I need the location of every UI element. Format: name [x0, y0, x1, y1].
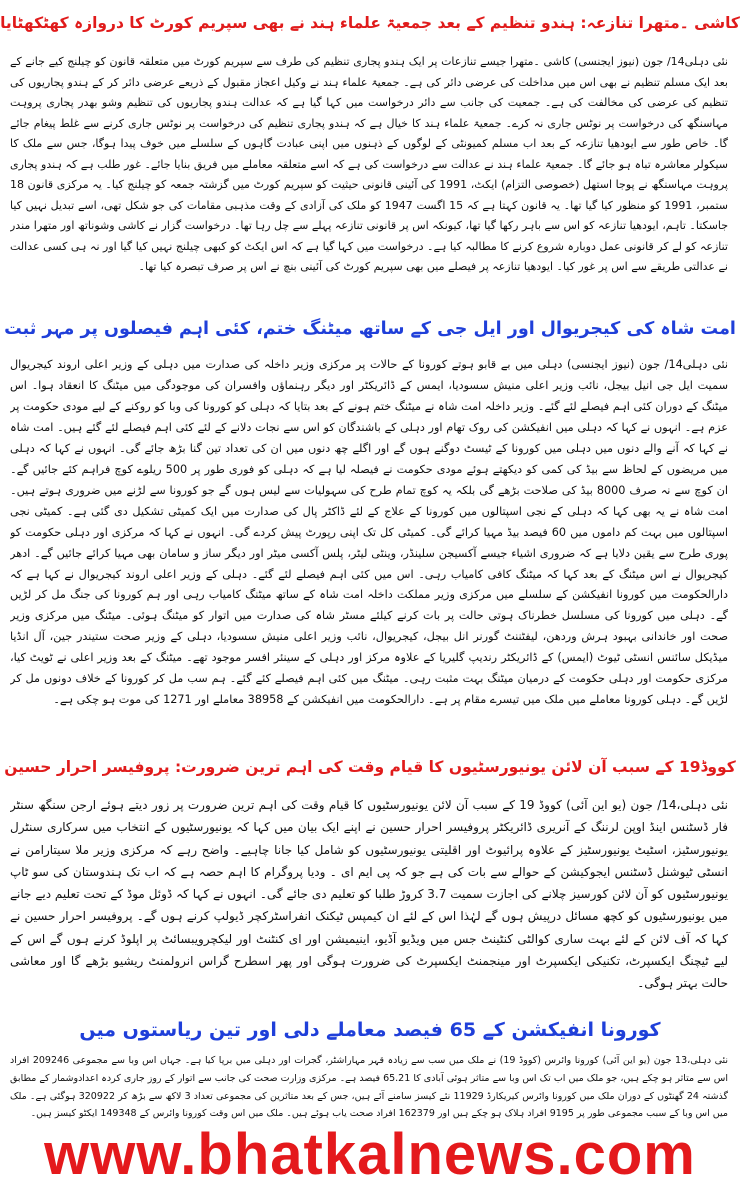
article-2-body: نئی دہلی14/ جون (نیوز ایجنسی) دہلی میں بے قابو ہوتے کورونا کے حالات پر مرکزی وزیر داخلہ کی صدارت میں دہلی کے وزیر اعلی اروند کیجریوال سمیت ایل جی انیل بیجل، نائب وزیر اعلی منیش سسودیا، ایمس کے ڈائریکٹر اور دیگر رہنماؤں وافسران کی موجودگی میں میٹنگ کا انعقاد ہوا۔ اس میٹنگ کے دوران کئی اہم فیصلے لئے گئے۔ وزیر داخلہ امت شاہ نے میٹنگ ختم ہونے کے بعد بتایا کہ دہلی کو کورونا کی وبا کو روکنے کے لیے مودی حکومت پر عزم ہے۔ انہوں نے کہا کہ دہلی میں انفیکشن کی روک تھام اور دہلی کے باشندگان کو اس سے نجات دلانے کے لئے کئی اہم فیصلے لئے گئے ہیں۔ امت شاہ نے کہا کہ آنے والے دنوں میں دہلی میں کورونا کے ٹیسٹ دوگنے ہوں گے اور اگلے چھ دنوں میں ان کی تعداد تین گنا بڑھ جائے گی۔ انہوں نے کہا کہ دہلی میں مریضوں کے لحاظ سے بیڈ کی کمی کو دیکھتے ہوئے مودی حکومت نے فیصلہ لیا ہے کہ دہلی کو فوری طور پر 500 ریلوے کوچ فراہم کئے جائیں گے۔ ان کوچ سے نہ صرف 8000 بیڈ کی صلاحت بڑھے گی بلکہ یہ کوچ تمام طرح کی سہولیات سے لیس ہوں گے جو کورونا سے لڑنے میں ضروری ہوتے ہیں۔ امت شاہ نے یہ بھی کہا کہ دہلی کے نجی اسپتالوں میں کورونا کے علاج کے لئے ڈاکٹر پال کی صدارت میں ایک کمیٹی تشکیل دی گئی ہے۔ کمیٹی نجی اسپتالوں میں بہت کم داموں میں 60 فیصد بیڈ مہیا کرائے گی۔ کمیٹی کل تک اپنی رپورٹ پیش کردے گی۔ انہوں نے کہا کہ مرکزی اور دہلی حکومت کو پوری طرح سے یقین دلایا ہے کہ ضروری اشیاء جیسے آکسیجن سلینڈر، وینٹی لیٹر، پلس آکسی میٹر اور دیگر ساز و سامان بھی مہیا کرائے جائیں گے۔ ادھر کیجریوال نے اس میٹنگ کے بعد کہا کہ میٹنگ کافی کامیاب رہی۔ اس میں کئی اہم فیصلے لئے گئے۔ دہلی کے وزیر اعلی اروند کیجریوال نے کہا ہے کہ دارالحکومت میں کورونا انفیکشن کے سلسلے میں مرکزی وزیر مملکت داخلہ امت شاہ کے ساتھ میٹنگ کامیاب رہی اور ہم کورونا کی جنگ مل کر لڑیں گے۔ دہلی میں کورونا کی مسلسل خطرناک ہوتی حالت پر بات کرنے کیلئے مسٹر شاہ کی صدارت میں اتوار کو میٹنگ ہوئی۔ میٹنگ میں مرکزی وزیر صحت اور خاندانی بہبود ہرش وردھن، لیفٹننٹ گورنر انل بیجل، کیجریوال، نائب وزیر اعلی منیش سسودیا، دہلی کے وزیر صحت ستیندر جین، آل انڈیا میڈیکل سائنس انسٹی ٹیوٹ (ایمس) کے ڈائریکٹر رندیپ گلیریا کے علاوہ مرکز اور دہلی کے سینئر افسر موجود تھے۔ میٹنگ کے بعد وزیر اعلی نے ٹویٹ کیا، مرکزی حکومت اور دہلی حکومت کے درمیان میٹنگ بہت مثبت رہی۔ میٹنگ میں کئی اہم فیصلے کئے گئے۔ ہم سب مل کر کورونا کے خلاف دونوں مل کر لڑیں گے۔ دہلی کورونا معاملے میں ملک میں تیسرے مقام پر ہے۔ دارالحکومت میں انفیکشن کے 38958 معاملے اور 1271 کی موت ہو چکی ہے۔ — [10, 358, 728, 707]
article-3-headline: کووڈ19 کے سبب آن لائن یونیورسٹیوں کا قیام وقت کی اہم ترین ضرورت: پروفیسر احرار حسین — [4, 758, 736, 776]
article-4-headline: کورونا انفیکشن کے 65 فیصد معاملے دلی اور تین ریاستوں میں — [79, 1019, 661, 1041]
site-url-footer[interactable]: www.bhatkalnews.com — [44, 1122, 696, 1187]
article-4-body: نئی دہلی،13 جون (یو این آئی) کورونا وائرس (کووڈ 19) نے ملک میں سب سے زیادہ قہر مہاراشٹر، گجرات اور دہلی میں برپا کیا ہے۔ جہاں اس وبا سے مجموعی 209246 افراد اس سے متاثر ہو چکے ہیں، جو ملک میں اب تک اس وبا سے متاثر ہوئی آبادی کا 65.21 فیصد ہے۔ مرکزی وزارت صحت کی جانب سے اتوار کے روز جاری کردہ اعدادوشمار کے مطابق گذشتہ 24 گھنٹوں کے دوران ملک میں کورونا وائرس کیریکارڈ 11929 نئے کیسز سامنے آئے ہیں، جس کے بعد متاثرین کی مجموعی تعداد 3 لاکھ سے بڑھ کر 320922 ہوگئی ہے۔ ملک میں اس وبا کے سبب مجموعی طور پر 9195 افراد ہلاک ہو چکے ہیں اور 162379 افراد صحت یاب ہوئے ہیں۔ ملک میں اس وقت کورونا وائرس کے 149348 ایکٹو کیسز ہیں۔ — [10, 1055, 728, 1120]
article-1-headline: کاشی ۔متھرا تنازعہ: ہندو تنظیم کے بعد جمعیۃ علماء ہند نے بھی سپریم کورٹ کا دروازہ کھٹکھٹایا — [0, 14, 740, 32]
article-2-headline: امت شاہ کی کیجریوال اور ایل جی کے ساتھ میٹنگ ختم، کئی اہم فیصلوں پر مہر ثبت — [4, 319, 736, 339]
article-1-body: نئی دہلی14/ جون (نیوز ایجنسی) کاشی ۔متھرا جیسے تنازعات پر ایک ہندو پجاری تنظیم کی طرف سے سپریم کورٹ میں متعلقہ قانون کو چیلنج کیے جانے کے بعد ایک مسلم تنظیم نے بھی اس میں مداخلت کی عرضی دائر کی ہے۔ جمعیۃ علماء ہند نے وکیل اعجاز مقبول کے ذریعے عرضی دائر کر کے ہندو پجاریوں کی تنظیم کی عرضی کی مخالفت کی ہے۔ جمعیت کی جانب سے دائر درخواست میں کہا گیا ہے کہ عدالت ہندو پجاریوں کی تنظیم وشو بھدر پجاری پروہت مہاسنگھ کی درخواست پر نوٹس جاری نہ کرے۔ جمعیۃ علماء ہند کا خیال ہے کہ ہندو پجاری تنظیم کی درخواست پر نوٹس جاری کرنے سے غلط پیغام جائے گا۔ خاص طور سے ایودھیا تنازعہ کے بعد اب مسلم کمیونٹی کے لوگوں کے ذہنوں میں اپنی عبادت گاہوں کے سلسلے میں خوف پیدا ہوگا، جس سے ملک کا سیکولر معاشرہ تباہ ہو جائے گا۔ جمعیۃ علماء ہند نے عدالت سے درخواست کی ہے کہ اسے متعلقہ معاملے میں فریق بنایا جائے۔ غور طلب ہے کہ ہندو پجاری پروہت مہاسنگھ نے پوجا استھل (خصوصی التزام) ایکٹ، 1991 کی آئینی قانونی حیثیت کو سپریم کورٹ میں گزشتہ جمعہ کو چیلنج کیا۔ یہ مرکزی قانون 18 ستمبر، 1991 کو منظور کیا گیا تھا۔ یہ قانون کہتا ہے کہ 15 اگست 1947 کو ملک کی آزادی کے وقت مذہبی مقامات کی جو شکل تھی، اسے تبدیل نہیں کیا جاسکتا۔ تاہم، ایودھیا تنازعہ کو اس سے باہر رکھا گیا تھا، کیونکہ اس پر قانونی تنازعہ پہلے سے چل رہا تھا۔ درخواست گزار نے کاشی وشوناتھ اور متھرا مندر تنازعہ کو لے کر قانونی عمل دوبارہ شروع کرنے کا مطالبہ کیا ہے۔ درخواست میں کہا گیا ہے کہ اس ایکٹ کو کبھی چیلنج نہیں کیا گیا اور نہ ہی کسی عدالت نے عدالتی طریقے سے اس پر غور کیا۔ ایودھیا تنازعہ پر فیصلے میں بھی سپریم کورٹ کی آئینی بنچ نے اس پر صرف تبصرہ کیا تھا۔ — [10, 55, 728, 273]
article-3-body: نئی دہلی،14/ جون (یو این آئی) کووڈ 19 کے سبب آن لائن یونیورسٹیوں کا قیام وقت کی اہم ترین ضرورت پر زور دیتے ہوئے ارجن سنگھ سنٹر فار ڈسٹنس اینڈ اوپن لرننگ کے آنریری ڈائریکٹر پروفیسر احرار حسین نے اپنے ایک بیان میں کہا کہ یونیورسٹیوں کے انتخاب میں سرکاری سنٹرل یونیورسٹیز، اسٹیٹ یونیورسٹیز کے علاوہ پرائیوٹ اور اقلیتی یونیورسٹیوں کو شامل کیا جانا چاہیے۔ واضح رہے کہ مرکزی وزیر ملا سیتارامن نے انسٹی ٹیوشنل ڈسٹنس ایجوکیشن کے حوالے سے بات کی ہے جو کہ پی ایم ای ۔ ودیا پروگرام کا اہم حصہ ہے کہ اب تک ہندوستان کی سو ٹاپ یونیورسٹیوں کو آن لائن کورسیز چلانے کی اجازت سمیت 3.7 کروڑ طلبا کو تعلیم دی جائے گی۔ انہوں نے کہا کہ ڈوئل موڈ کے تحت تعلیم دیے جانے میں یونیورسٹیوں کو کچھ مسائل درپیش ہوں گے لہٰذا اس کے لئے ان کیمپس ٹیکنک انفراسٹرکچر ڈیولپ کرنے ہوں گے۔ پروفیسر احرار حسین نے کہا کہ آف لائن کے لئے بہت ساری کوالٹی کنٹینٹ جس میں ویڈیو آڈیو، اینیمیشن اور ای کنٹنٹ اور لیکچرویبسائٹ پر اپلوڈ کرنے ہوں گے اس کے لیے ٹیچنگ ایکسپرٹ، تکنیکی ایکسپرٹ اور مینجمنٹ ایکسپرٹ کی ضرورت ہوگی اور پھر اسطرح گراس انرولمنٹ ریشیو بڑھے گا اور معاشی حالت بہتر ہوگی۔ — [10, 798, 728, 991]
